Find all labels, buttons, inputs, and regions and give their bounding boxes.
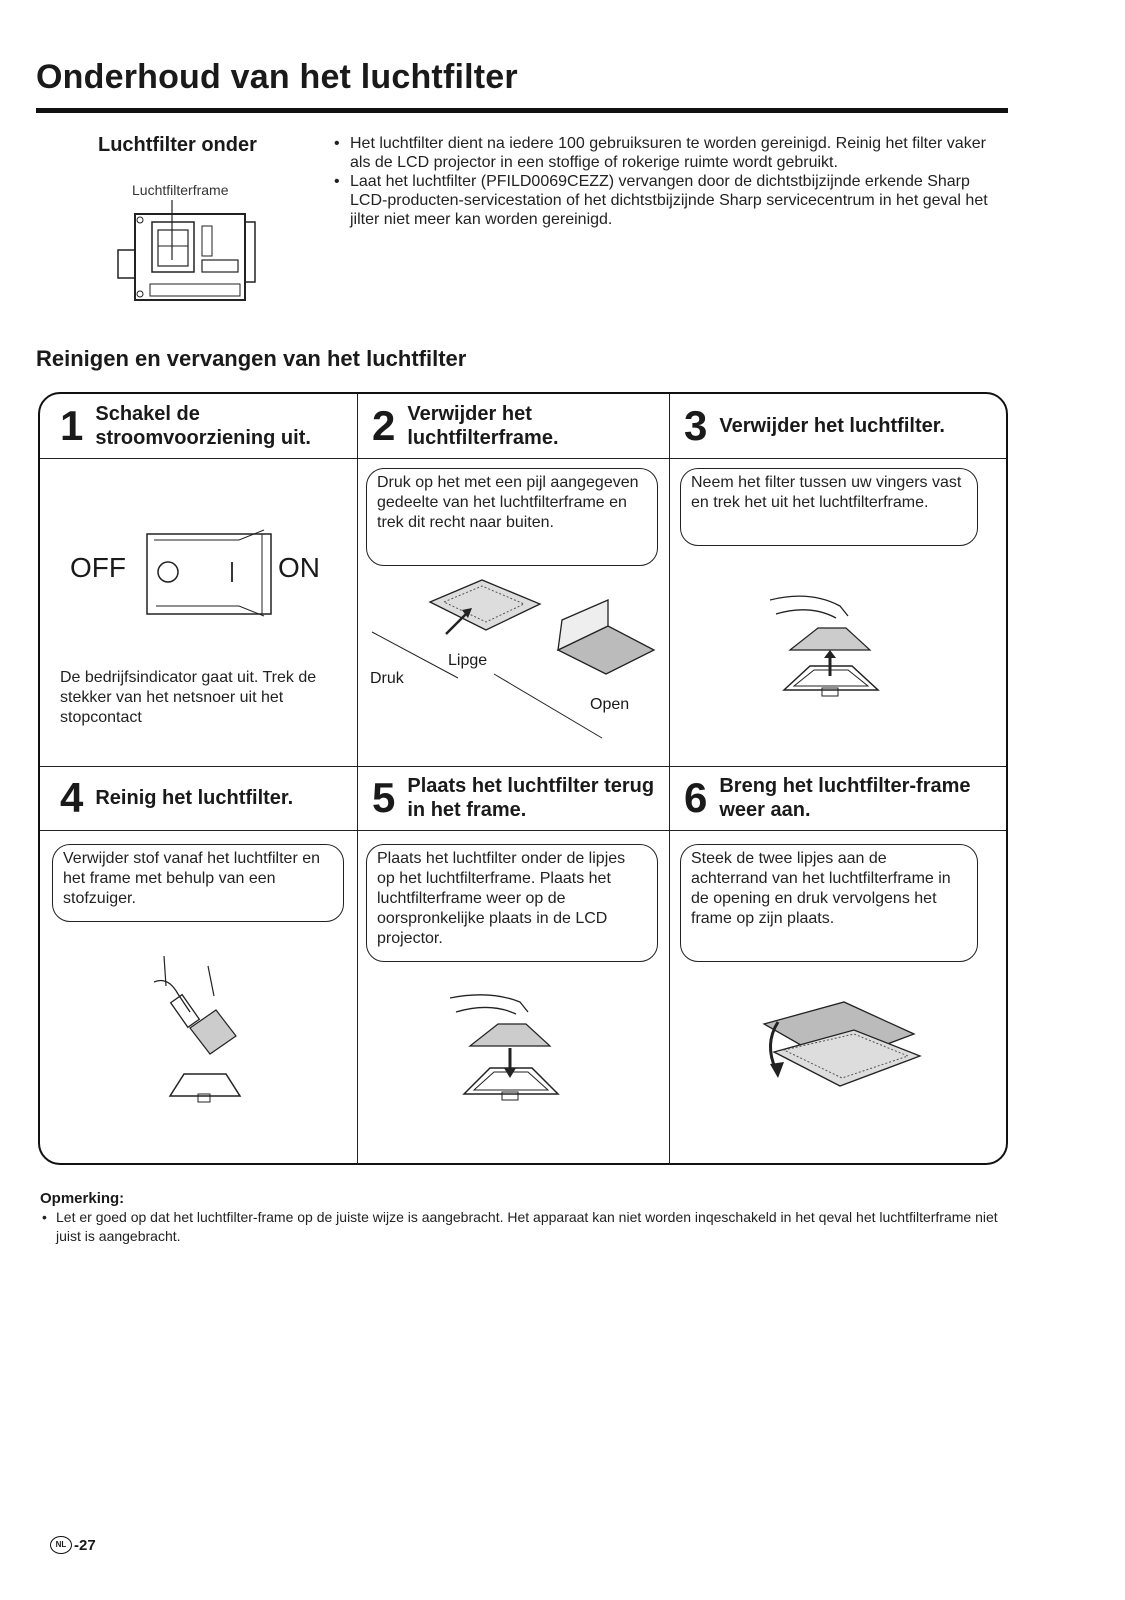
- insert-filter-figure: [450, 982, 570, 1112]
- intro-bullet: • Het luchtfilter dient na iedere 100 gebruiksuren te worden gereinigd. Reinig het filter vaker als de LCD projector in een stoffige of rokerige ruimte wordt gebruikt.: [330, 134, 1000, 172]
- remove-filter-figure: [770, 580, 890, 710]
- projector-underside-figure: [110, 200, 270, 308]
- row-divider: [40, 766, 1006, 767]
- step-number: 1: [60, 402, 84, 449]
- remark-title: Opmerking:: [40, 1190, 125, 1207]
- step-6-header: [684, 772, 974, 824]
- step-number: 2: [372, 402, 396, 449]
- step-2-header: [372, 400, 662, 452]
- step-title: Plaats het luchtfilter terug in het frame.: [407, 775, 655, 821]
- reattach-frame-figure: [754, 994, 924, 1094]
- remark-text: • Let er goed op dat het luchtfilter-frame op de juiste wijze is aangebracht. Het apparaat kan niet worden inqeschakeld in het qeval het luchtfilterframe niet juist is aangebracht.: [40, 1208, 1000, 1246]
- page-number: -27: [74, 1536, 96, 1554]
- label-druk: Druk: [370, 670, 404, 687]
- step-3-header: [684, 400, 974, 452]
- title-rule: [36, 108, 1008, 113]
- step-number: 3: [684, 402, 708, 449]
- page-title: Onderhoud van het luchtfilter: [36, 58, 518, 96]
- step-1-text: De bedrijfsindicator gaat uit. Trek de stekker van het netsnoer uit het stopcontact: [60, 669, 317, 726]
- step-6-note: Steek de twee lipjes aan de achterrand van het luchtfilterframe in de opening en druk vervolgens het frame op zijn plaats.: [680, 844, 978, 962]
- intro-bullets: [330, 134, 1000, 229]
- remove-frame-figure: [362, 570, 662, 760]
- vacuum-clean-figure: [144, 956, 254, 1106]
- row-divider: [40, 458, 1006, 459]
- label-lipge: Lipge: [448, 652, 488, 669]
- step-title: Schakel de stroomvoorziening uit.: [95, 403, 311, 449]
- step-number: 4: [60, 774, 84, 821]
- column-divider: [669, 394, 670, 1165]
- step-title: Reinig het luchtfilter.: [95, 787, 294, 809]
- step-title: Verwijder het luchtfilter.: [719, 415, 945, 437]
- column-divider: [357, 394, 358, 1165]
- switch-on-label: ON: [278, 552, 320, 583]
- row-divider: [40, 830, 1006, 831]
- step-title: Verwijder het luchtfilterframe.: [407, 403, 559, 449]
- step-number: 6: [684, 774, 708, 821]
- label-open: Open: [590, 696, 630, 713]
- step-5-note: Plaats het luchtfilter onder de lipjes op het luchtfilterframe. Plaats het luchtfilterframe weer op de oorspronkelijke plaats in de LCD projector.: [366, 844, 658, 962]
- section-title: Reinigen en vervangen van het luchtfilter: [36, 346, 467, 371]
- steps-panel: [38, 392, 1008, 1165]
- page-number-block: [50, 1536, 96, 1554]
- power-switch-figure: [144, 528, 274, 618]
- step-3-note: Neem het filter tussen uw vingers vast en trek het uit het luchtfilterframe.: [680, 468, 978, 546]
- frame-label: Luchtfilterframe: [132, 182, 229, 198]
- intro-subtitle: Luchtfilter onder: [98, 134, 257, 156]
- step-1-header: [60, 400, 350, 452]
- step-title: Breng het luchtfilter-frame weer aan.: [719, 775, 971, 821]
- language-badge-icon: NL: [50, 1536, 72, 1554]
- switch-off-label: OFF: [70, 552, 126, 583]
- intro-bullet: • Laat het luchtfilter (PFILD0069CEZZ) vervangen door de dichtstbijzijnde erkende Sharp LCD-producten-servicestation of het dichtstbijzijnde Sharp servicecentrum in het geval het jilter niet meer kan worden gereinigd.: [330, 172, 1000, 229]
- step-5-header: [372, 772, 662, 824]
- step-4-header: [60, 772, 350, 824]
- step-2-note: Druk op het met een pijl aangegeven gedeelte van het luchtfilterframe en trek dit recht naar buiten.: [366, 468, 658, 566]
- step-number: 5: [372, 774, 396, 821]
- step-4-note: Verwijder stof vanaf het luchtfilter en het frame met behulp van een stofzuiger.: [52, 844, 344, 922]
